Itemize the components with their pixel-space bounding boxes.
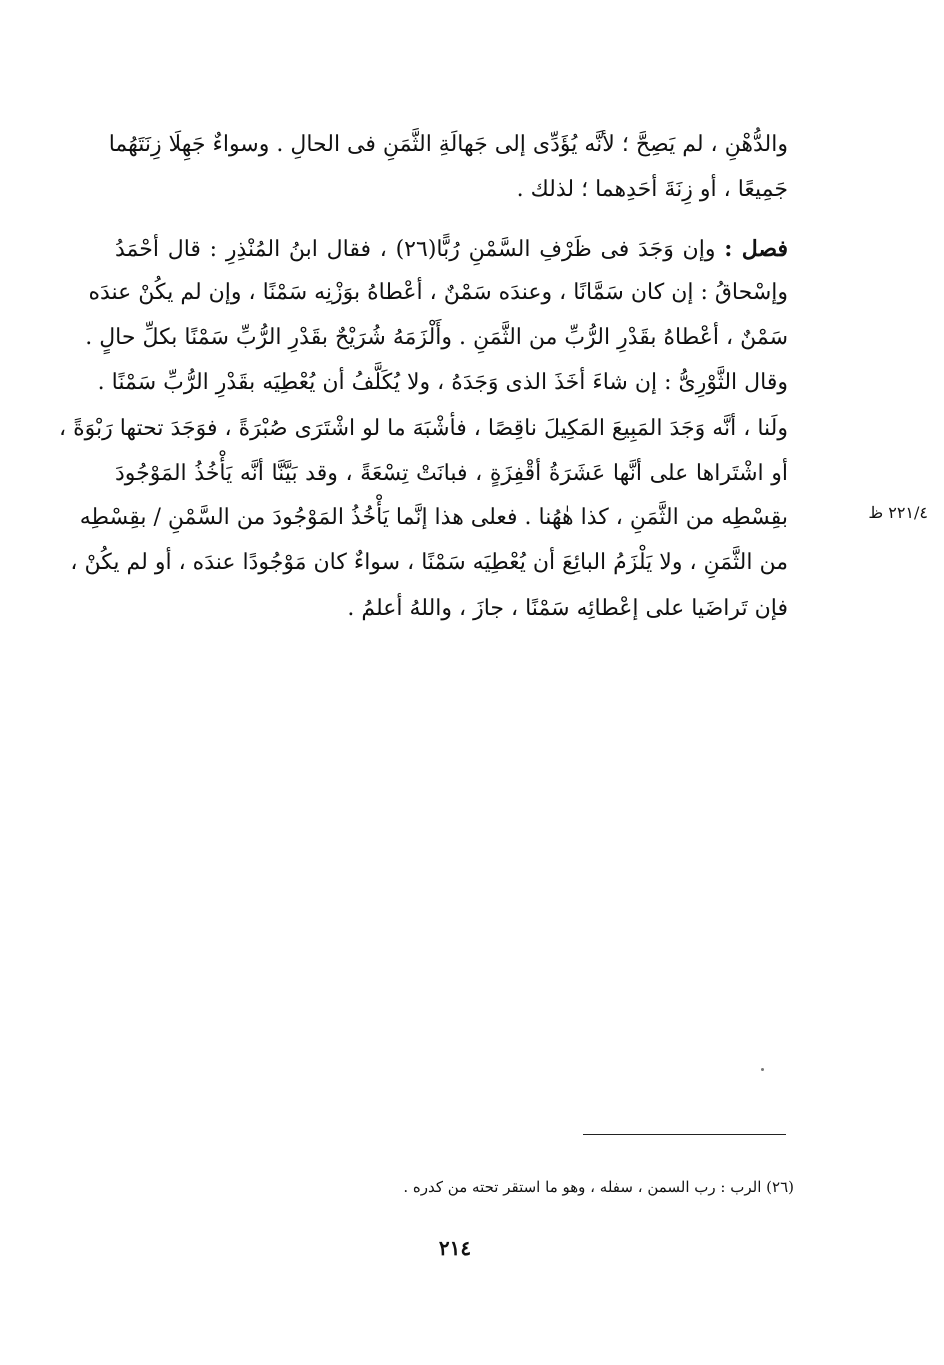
fasl-line	[115, 229, 788, 270]
footnote-26: (٢٦) الرب : رب السمن ، سفله ، وهو ما استقر تحته من كدره .	[403, 1178, 794, 1196]
paragraph-line: وإسْحاقُ : إن كان سَمَّانًا ، وعندَه سَمْنٌ ، أعْطاهُ بوَزْنِه سَمْنًا ، وإن لم يكُنْ عندَه	[88, 280, 788, 305]
paragraph-line: سَمْنٌ ، أعْطاهُ بقَدْرِ الرُّبِّ من الثَّمَنِ . وأَلْزَمَهُ شُرَيْحٌ بقَدْرِ الرُّبِّ سَمْنًا بكلِّ حالٍ .	[85, 325, 788, 350]
page-number: ٢١٤	[438, 1236, 472, 1260]
paragraph-line: من الثَّمَنِ ، ولا يَلْزَمُ البائِعَ أن يُعْطِيَه سَمْنًا ، سواءٌ كان مَوْجُودًا عندَه ، أو لم يكُنْ ،	[70, 550, 788, 575]
manuscript-folio-marker: ٢٢١/٤ ظ	[868, 503, 928, 522]
paragraph-line: بقِسْطِه من الثَّمَنِ ، كذا هٰهُنا . فعلى هذا إنَّما يَأْخُذُ المَوْجُودَ من السَّمْنِ / بقِسْطِه	[79, 505, 788, 530]
fasl-heading: فصل :	[724, 236, 788, 262]
paragraph-line: وقال الثَّوْرِىُّ : إن شاءَ أخَذَ الذى وَجَدَهُ ، ولا يُكَلَّفُ أن يُعْطِيَه بقَدْرِ الرُّبِّ سَمْنًا .	[97, 370, 788, 395]
footnote-separator	[583, 1134, 786, 1135]
paragraph-line: أو اشْتَراها على أنَّها عَشَرَةُ أقْفِزَةٍ ، فبانَتْ تِسْعَةً ، وقد بَيَّنَّا أنَّه يَأْخُذُ المَوْجُودَ	[115, 461, 788, 486]
intro-line-1: والدُّهْنِ ، لم يَصِحَّ ؛ لأنَّه يُؤَدِّى إلى جَهالَةِ الثَّمَنِ فى الحالِ . وسواءٌ جَهِلَا زِنَتَهُما	[108, 132, 788, 157]
intro-line-2: جَمِيعًا ، أو زِنَةَ أحَدِهما ؛ لذلك .	[516, 177, 788, 202]
fasl-first-line-text: وإن وَجَدَ فى ظَرْفِ السَّمْنِ رُبًّا(٢٦) ، فقال ابنُ المُنْذِرِ : قال أحْمَدُ	[115, 237, 716, 262]
page-speck	[761, 1068, 764, 1071]
paragraph-line: فإن تَراضَيا على إعْطائِه سَمْنًا ، جازَ ، واللهُ أعلمُ .	[347, 596, 788, 621]
paragraph-line: ولَنا ، أنَّه وَجَدَ المَبِيعَ المَكِيلَ ناقِصًا ، فأشْبَهَ ما لو اشْتَرَى صُبْرَةً ، فوَجَدَ تحتها رَبْوَةً ،	[58, 416, 788, 441]
